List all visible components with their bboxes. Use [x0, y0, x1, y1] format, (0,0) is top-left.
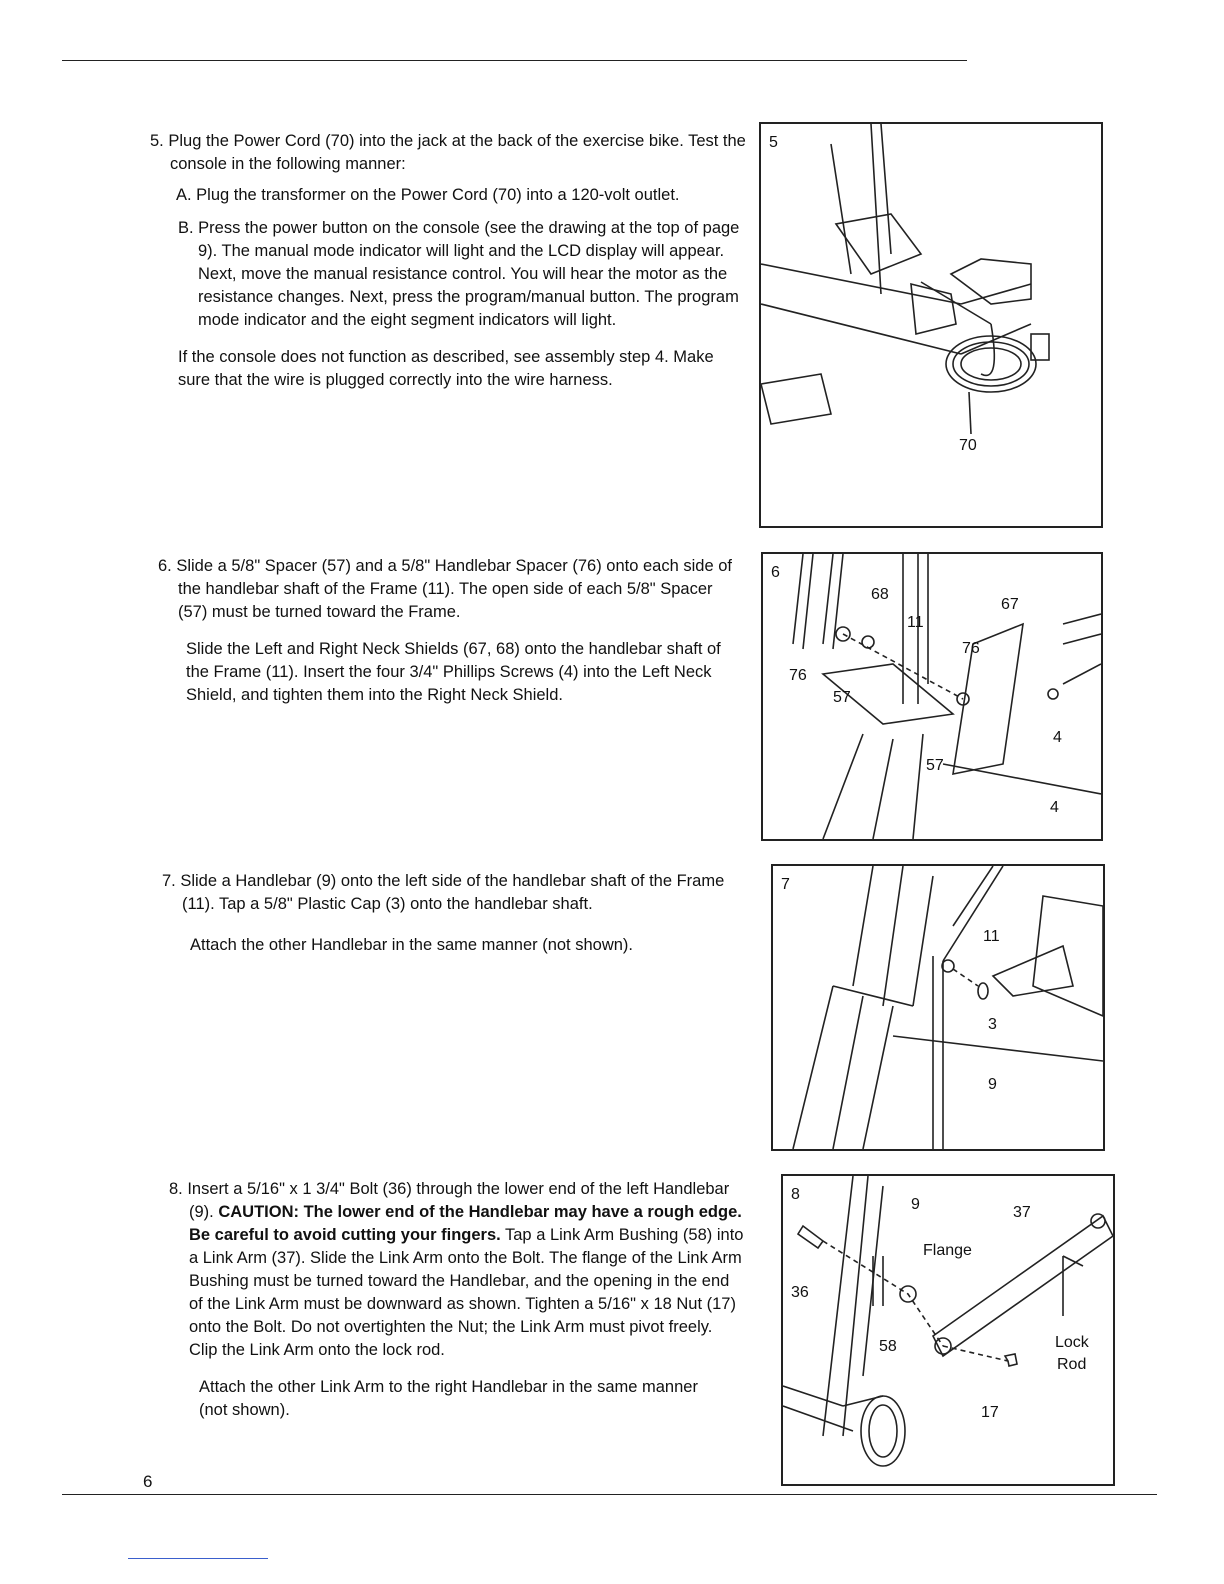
figure-7 [771, 864, 1105, 1151]
step-8-intro-b: Tap a Link Arm Bushing (58) into a Link Arm (37). Slide the Link Arm onto the Bolt. The flange of the Link Arm Bushing must be turned toward the Handlebar, and the opening in the end of the Link Arm must be downward as shown. Tighten a 5/16" x 18 Nut (17) onto the Bolt. Do not overtighten the Nut; the Link Arm must pivot freely. Clip the Link Arm onto the lock rod. [189, 1226, 744, 1359]
figure-8-number: 8 [791, 1186, 800, 1203]
step-5-intro: 5. Plug the Power Cord (70) into the jack at the back of the exercise bike. Test the console in the following manner: [150, 132, 746, 173]
step-7-note: Attach the other Handlebar in the same manner (not shown). [190, 936, 633, 954]
page-number: 6 [143, 1472, 153, 1491]
figure-6-label-68: 68 [871, 586, 889, 603]
step-7-intro: 7. Slide a Handlebar (9) onto the left side of the handlebar shaft of the Frame (11). Tap a 5/8" Plastic Cap (3) onto the handlebar shaft. [162, 872, 725, 913]
step-7 [162, 870, 737, 957]
figure-8-drawing [783, 1176, 1113, 1484]
figure-8-label-37: 37 [1013, 1204, 1031, 1221]
figure-6-label-57-top: 57 [833, 689, 851, 706]
figure-6-label-4-top: 4 [1053, 729, 1062, 746]
step-5 [150, 130, 750, 392]
step-8 [169, 1178, 744, 1422]
figure-5-label-70: 70 [959, 437, 977, 454]
step-5-note: If the console does not function as described, see assembly step 4. Make sure that the wire is plugged correctly into the wire harness. [178, 348, 714, 389]
step-8-caution: CAUTION: The lower end of the Handlebar may have a rough edge. Be careful to avoid cutting your fingers. [189, 1203, 742, 1244]
figure-8 [781, 1174, 1115, 1486]
figure-8-label-58: 58 [879, 1338, 897, 1355]
figure-5-number: 5 [769, 134, 778, 151]
step-6-intro: 6. Slide a 5/8" Spacer (57) and a 5/8" Handlebar Spacer (76) onto each side of the handlebar shaft of the Frame (11). The open side of each 5/8" Spacer (57) must be turned toward the Frame. [158, 557, 732, 621]
figure-6-label-4-bottom: 4 [1050, 799, 1059, 816]
figure-6-number: 6 [771, 564, 780, 581]
figure-6-label-57-bottom: 57 [926, 757, 944, 774]
figure-6-label-67: 67 [1001, 596, 1019, 613]
figure-8-label-rod: Rod [1057, 1356, 1087, 1373]
step-6 [158, 555, 738, 707]
figure-7-label-9: 9 [988, 1076, 997, 1093]
step-8-intro [169, 1178, 744, 1362]
figure-7-drawing [773, 866, 1103, 1149]
figure-8-label-flange: Flange [923, 1242, 972, 1259]
figure-8-label-lock: Lock [1055, 1334, 1089, 1351]
step-8-intro-a: 8. Insert a 5/16" x 1 3/4" Bolt (36) through the lower end of the left Handlebar (9). [169, 1180, 730, 1221]
figure-8-label-9: 9 [911, 1196, 920, 1213]
step-6-note: Slide the Left and Right Neck Shields (67, 68) onto the handlebar shaft of the Frame (11). Insert the four 3/4" Phillips Screws (4) into the Left Neck Shield, and tighten them into the Right Neck Shield. [186, 640, 721, 704]
figure-5-drawing [761, 124, 1101, 526]
scan-edge-line [128, 1558, 268, 1559]
figure-5 [759, 122, 1103, 528]
figure-7-label-11: 11 [983, 928, 1000, 945]
figure-6-label-11: 11 [907, 614, 924, 631]
step-8-note: Attach the other Link Arm to the right Handlebar in the same manner (not shown). [199, 1378, 698, 1419]
figure-6-label-76-left: 76 [789, 667, 807, 684]
figure-8-label-17: 17 [981, 1404, 999, 1421]
step-5-b: B. Press the power button on the console (see the drawing at the top of page 9). The manual mode indicator will light and the LCD display will appear. Next, move the manual resistance control. You will hear the motor as the resistance changes. Next, press the program/manual button. The program mode indicator and the eight segment indicators will light. [178, 219, 740, 329]
figure-7-number: 7 [781, 876, 790, 893]
figure-7-label-3: 3 [988, 1016, 997, 1033]
step-5-a: A. Plug the transformer on the Power Cord (70) into a 120-volt outlet. [176, 186, 680, 204]
bottom-rule [62, 1494, 1157, 1495]
figure-8-label-36: 36 [791, 1284, 809, 1301]
figure-6 [761, 552, 1103, 841]
figure-6-drawing [763, 554, 1101, 839]
figure-6-label-76-right: 76 [962, 640, 980, 657]
top-rule [62, 60, 967, 61]
